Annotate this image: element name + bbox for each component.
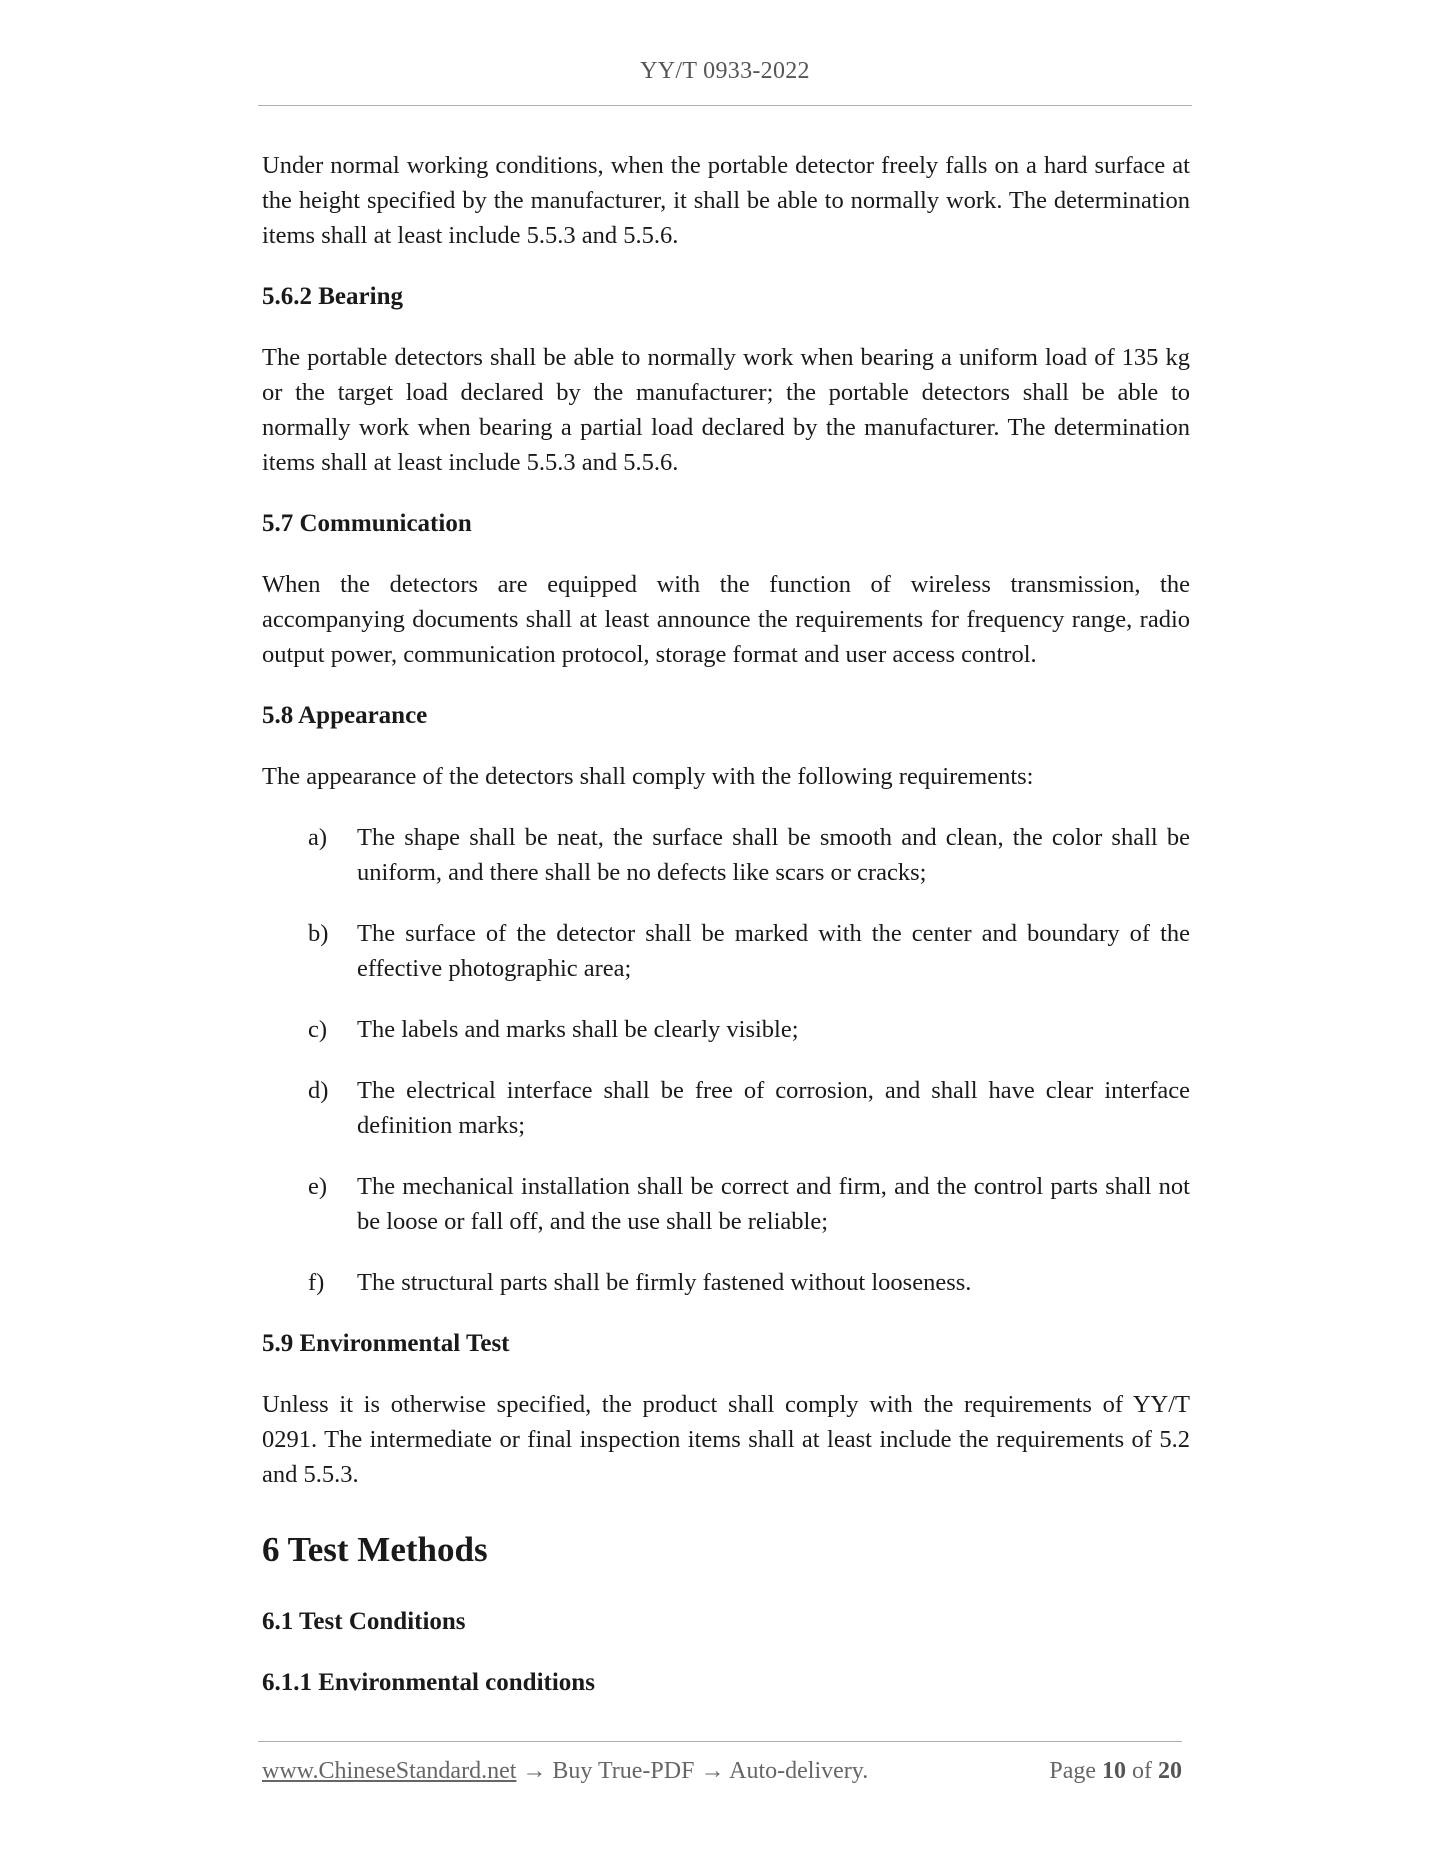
section-text-5-9: Unless it is otherwise specified, the product shall comply with the requirements of YY/T 0291. The intermediate or final inspection items shall at least include the requirements of 5.2 and 5.5.3. <box>262 1391 1190 1488</box>
list-marker: f) <box>308 1269 325 1296</box>
arrow-right-icon: → <box>522 1758 547 1784</box>
list-item <box>262 1265 1190 1300</box>
list-item <box>262 1169 1190 1239</box>
section-heading-5-9: 5.9 Environmental Test <box>262 1330 510 1357</box>
list-item-text: The electrical interface shall be free of corrosion, and shall have clear interface definition marks; <box>357 1077 1190 1139</box>
section-heading-6-1-1: 6.1.1 Environmental conditions <box>262 1669 595 1696</box>
section-text-5-8: The appearance of the detectors shall comply with the following requirements: <box>262 763 1034 790</box>
list-item-text: The labels and marks shall be clearly visible; <box>357 1016 799 1043</box>
delivery-text: Auto-delivery. <box>729 1758 869 1784</box>
section-heading-6-1: 6.1 Test Conditions <box>262 1608 466 1635</box>
list-item <box>262 820 1190 890</box>
list-marker: e) <box>308 1173 328 1200</box>
list-item-text: The surface of the detector shall be marked with the center and boundary of the effective photographic area; <box>357 920 1190 982</box>
list-marker: d) <box>308 1077 329 1104</box>
footer-divider <box>258 1741 1182 1742</box>
section-heading-5-7: 5.7 Communication <box>262 510 472 537</box>
site-link[interactable]: www.ChineseStandard.net <box>262 1758 517 1784</box>
list-marker: c) <box>308 1016 328 1043</box>
buy-text: Buy True-PDF <box>552 1758 695 1784</box>
of-label: of <box>1132 1758 1152 1784</box>
page-footer <box>262 1758 1182 1785</box>
chapter-heading-6: 6 Test Methods <box>262 1530 488 1569</box>
list-item <box>262 1012 1190 1047</box>
list-item-text: The structural parts shall be firmly fastened without looseness. <box>357 1269 972 1296</box>
section-heading-5-6-2: 5.6.2 Bearing <box>262 283 403 310</box>
page-total: 20 <box>1158 1758 1182 1784</box>
list-marker: b) <box>308 920 329 947</box>
list-item-text: The mechanical installation shall be correct and firm, and the control parts shall not be loose or fall off, and the use shall be reliable; <box>357 1173 1190 1235</box>
list-item <box>262 1073 1190 1143</box>
page-number: 10 <box>1102 1758 1126 1784</box>
page-label: Page <box>1049 1758 1096 1784</box>
intro-paragraph: Under normal working conditions, when the portable detector freely falls on a hard surface at the height specified by the manufacturer, it shall be able to normally work. The determination items shall at least include 5.5.3 and 5.5.6. <box>262 152 1190 249</box>
list-item-text: The shape shall be neat, the surface shall be smooth and clean, the color shall be uniform, and there shall be no defects like scars or cracks; <box>357 824 1190 886</box>
page-header-standard-code: YY/T 0933-2022 <box>640 58 810 84</box>
page-indicator <box>1049 1758 1182 1785</box>
footer-left <box>262 1758 868 1785</box>
header-divider <box>258 105 1192 106</box>
section-text-5-7: When the detectors are equipped with the function of wireless transmission, the accompanying documents shall at least announce the requirements for frequency range, radio output power, communication protocol, storage format and user access control. <box>262 571 1190 668</box>
document-body <box>262 148 1190 1726</box>
arrow-right-icon: → <box>700 1758 725 1784</box>
list-item <box>262 916 1190 986</box>
list-marker: a) <box>308 824 328 851</box>
section-heading-5-8: 5.8 Appearance <box>262 702 428 729</box>
section-text-5-6-2: The portable detectors shall be able to normally work when bearing a uniform load of 135 kg or the target load declared by the manufacturer; the portable detectors shall be able to normally work when bearing a partial load declared by the manufacturer. The determination items shall at least include 5.5.3 and 5.5.6. <box>262 344 1190 476</box>
